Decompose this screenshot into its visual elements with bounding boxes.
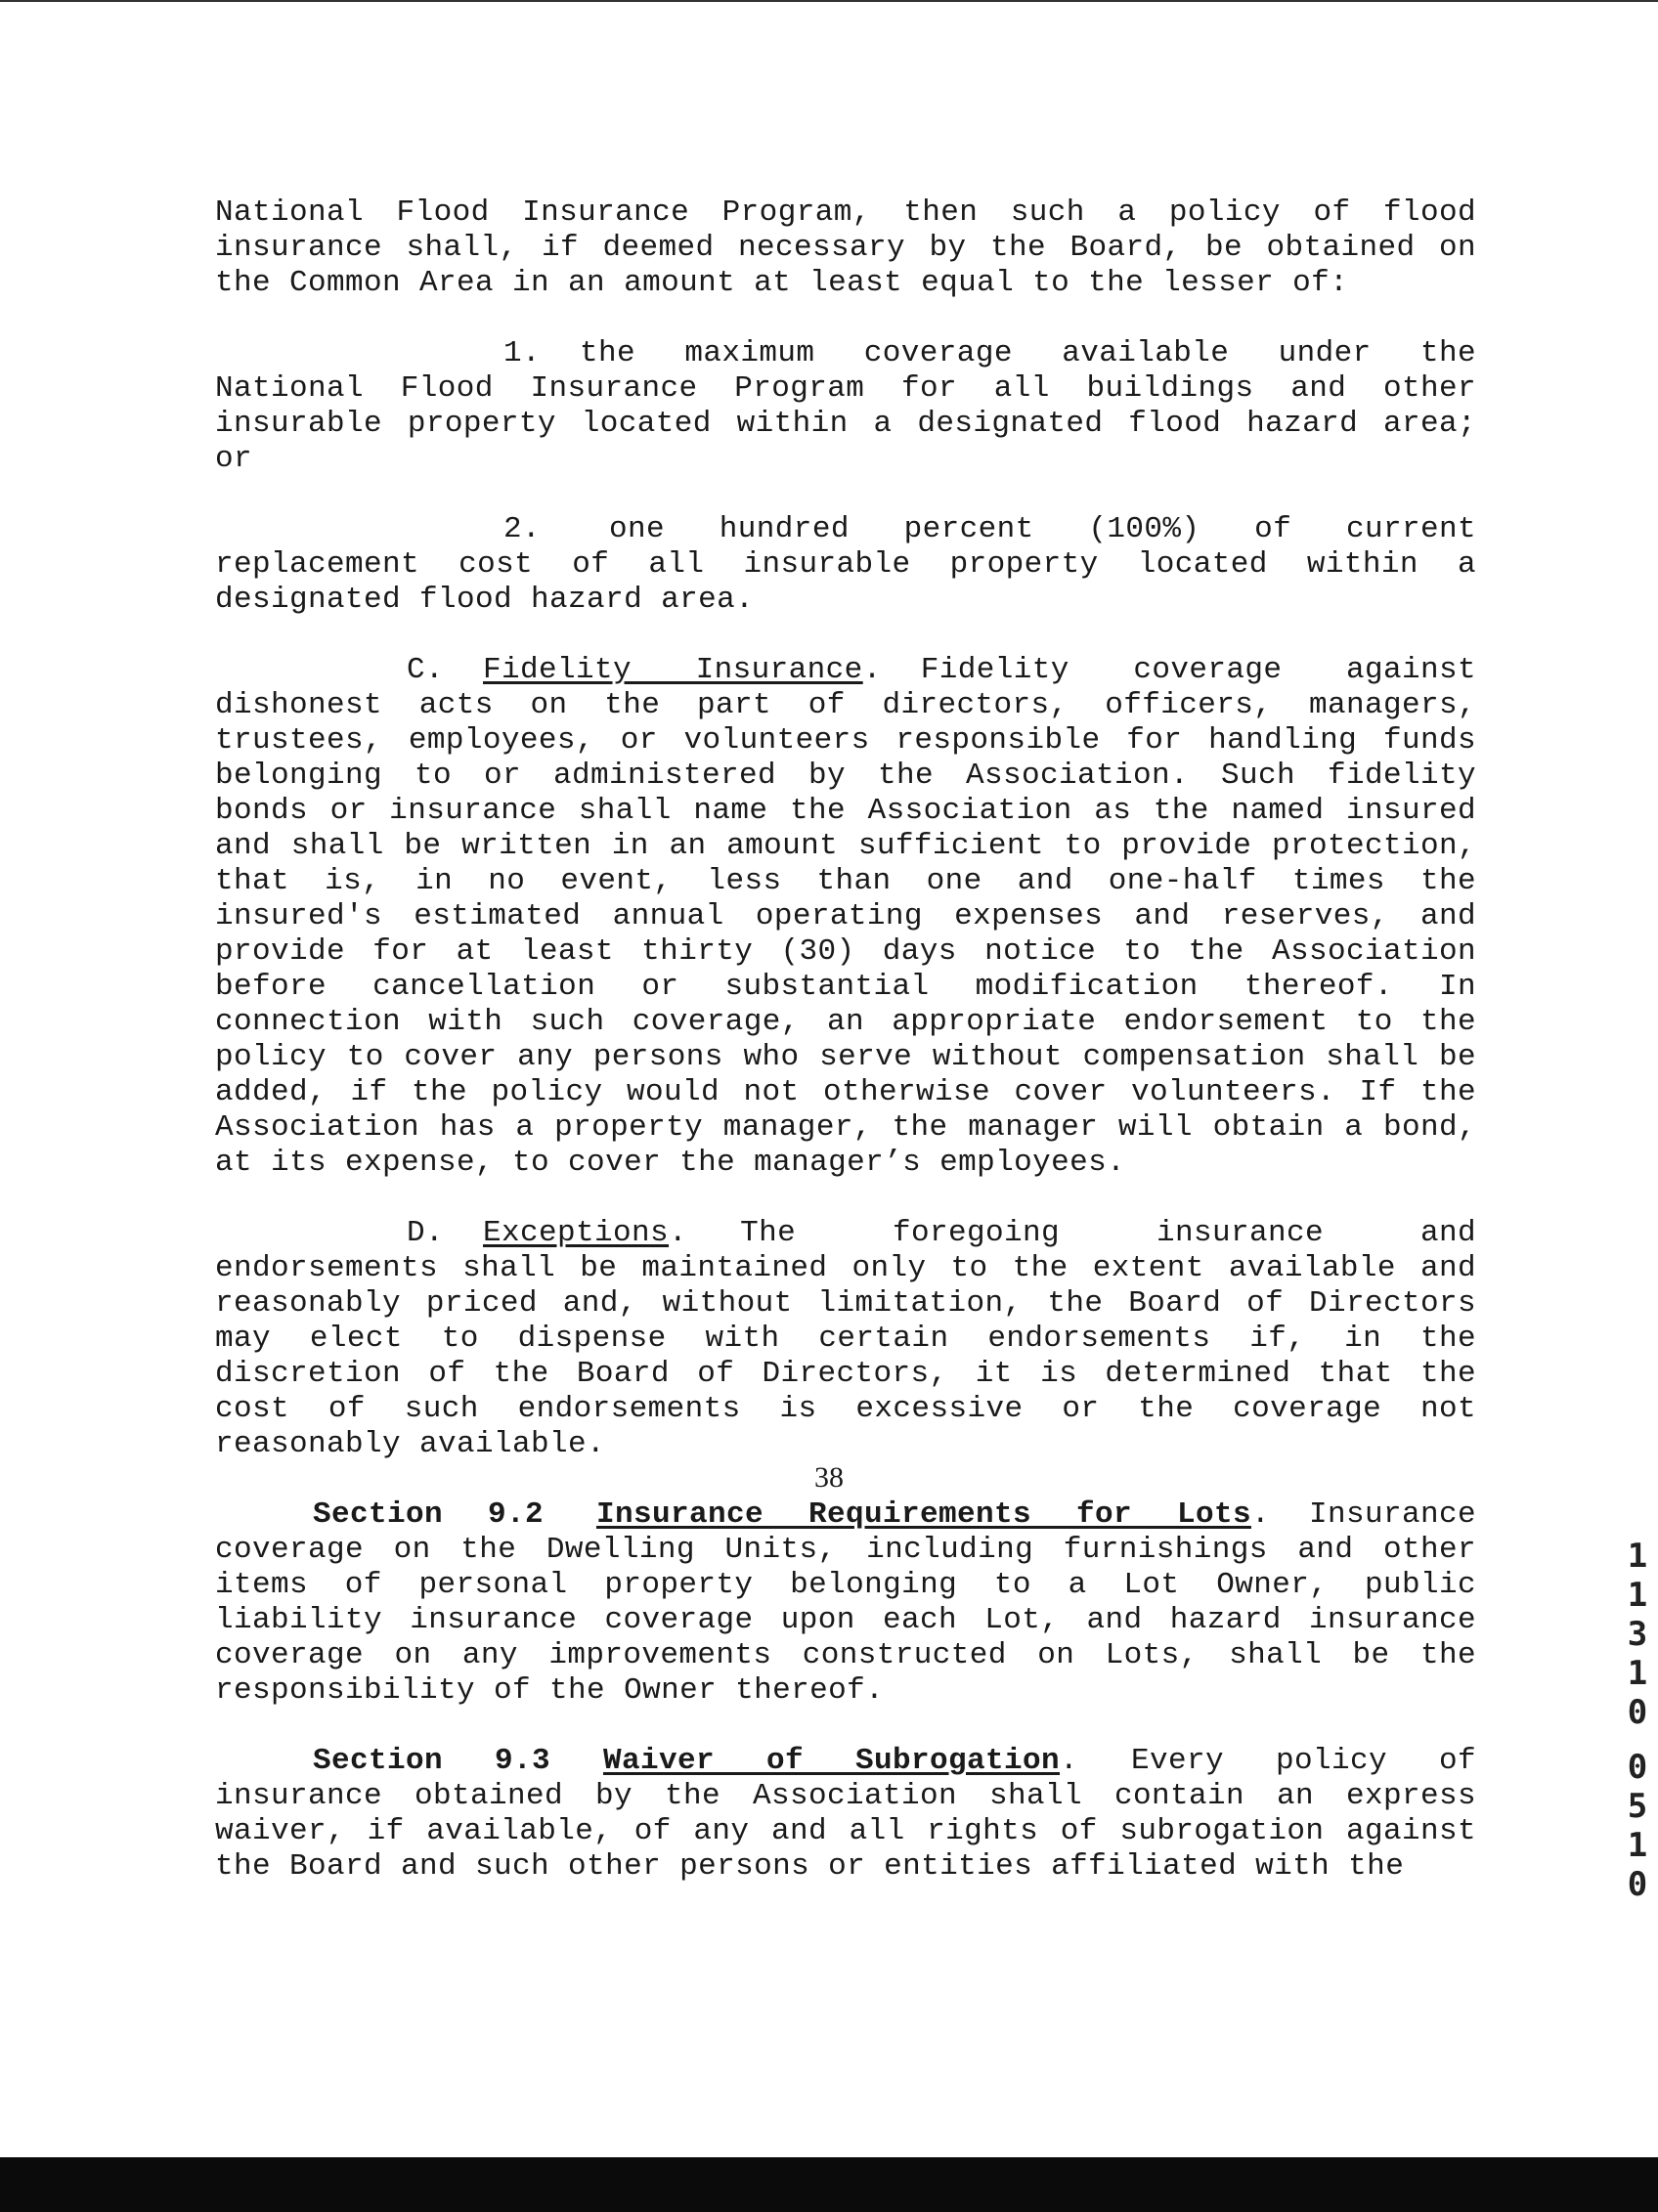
stamp-digit: 1 bbox=[1627, 1654, 1648, 1693]
list-item-1-number: 1. bbox=[503, 336, 542, 370]
stamp-digit: 3 bbox=[1627, 1615, 1648, 1654]
list-item-1-text: the maximum coverage available under the National Flood Insurance Program for all buildings and other insurable property located within a designated flood hazard area; or bbox=[215, 336, 1476, 476]
stamp-digit: 0 bbox=[1627, 1693, 1648, 1732]
section-9-2-text: Insurance coverage on the Dwelling Units, including furnishings and other items of personal property belonging to a Lot Owner, public liability insurance coverage upon each Lot, and hazard insurance coverage on any improvements constructed on Lots, shall be the responsibility of the Owner thereof. bbox=[215, 1497, 1476, 1708]
subsection-c-text: Fidelity coverage against dishonest acts on the part of directors, officers, managers, trustees, employees, or volunteers responsible for handling funds belonging to or administered by the Association. Such fidelity bonds or insurance shall name the Association as the named insured and shall be written in an amount sufficient to provide protection, that is, in no event, less than one and one-half times the insured's estimated annual operating expenses and reserves, and provide for at least thirty (30) days notice to the Association before cancellation or substantial modification thereof. In connection with such coverage, an appropriate endorsement to the policy to cover any persons who serve without compensation shall be added, if the policy would not otherwise cover volunteers. If the Association has a property manager, the manager will obtain a bond, at its expense, to cover the manager’s employees. bbox=[215, 653, 1476, 1180]
section-9-3-text: Every policy of insurance obtained by the Association shall contain an express waiver, if available, of any and all rights of subrogation against the Board and such other persons or entities affiliated with the bbox=[215, 1744, 1476, 1884]
subsection-c-letter: C. bbox=[407, 653, 445, 687]
stamp-digit: 1 bbox=[1627, 1576, 1648, 1615]
document-body bbox=[215, 195, 1476, 1885]
side-stamp bbox=[1623, 1537, 1652, 1904]
paragraph-intro-text: National Flood Insurance Program, then such a policy of flood insurance shall, if deemed necessary by the Board, be obtained on the Common Area in an amount at least equal to the lesser of: bbox=[215, 195, 1476, 300]
stamp-digit: 0 bbox=[1627, 1865, 1648, 1904]
section-9-3-label: Section 9.3 bbox=[313, 1744, 550, 1778]
stamp-digit: 0 bbox=[1627, 1748, 1648, 1787]
list-item-2-number: 2. bbox=[503, 512, 542, 546]
section-9-2-label: Section 9.2 bbox=[313, 1497, 544, 1532]
stamp-digit: 5 bbox=[1627, 1787, 1648, 1826]
page-number: 38 bbox=[814, 1461, 844, 1494]
list-item-2-text: one hundred percent (100%) of current replacement cost of all insurable property located within a designated flood hazard area. bbox=[215, 512, 1476, 617]
paragraph-intro bbox=[215, 195, 1476, 301]
scan-bottom-edge bbox=[0, 2157, 1658, 2212]
section-9-2-heading: Insurance Requirements for Lots bbox=[596, 1497, 1251, 1532]
list-item-1 bbox=[215, 336, 1476, 477]
section-9-3-heading: Waiver of Subrogation bbox=[603, 1744, 1060, 1778]
subsection-d-letter: D. bbox=[407, 1216, 445, 1250]
stamp-digit: 1 bbox=[1627, 1826, 1648, 1865]
stamp-digit: 1 bbox=[1627, 1537, 1648, 1576]
section-9-2: Section 9.2 Insurance Requirements for Lots. Insurance coverage on the Dwelling Units, including furnishings and other items of personal property belonging to a Lot Owner, public liability insurance coverage upon each Lot, and hazard insurance coverage on any improvements constructed on Lots, shall be the responsibility of the Owner thereof. bbox=[215, 1497, 1476, 1708]
subsection-c-heading: Fidelity Insurance bbox=[483, 653, 863, 687]
scan-top-edge bbox=[0, 0, 1658, 2]
subsection-c: C. Fidelity Insurance. Fidelity coverage against dishonest acts on the part of directors, officers, managers, trustees, employees, or volunteers responsible for handling funds belonging to or administered by the Association. Such fidelity bonds or insurance shall name the Association as the named insured and shall be written in an amount sufficient to provide protection, that is, in no event, less than one and one-half times the insured's estimated annual operating expenses and reserves, and provide for at least thirty (30) days notice to the Association before cancellation or substantial modification thereof. In connection with such coverage, an appropriate endorsement to the policy to cover any persons who serve without compensation shall be added, if the policy would not otherwise cover volunteers. If the Association has a property manager, the manager will obtain a bond, at its expense, to cover the manager’s employees. bbox=[215, 653, 1476, 1180]
section-9-3: Section 9.3 Waiver of Subrogation. Every policy of insurance obtained by the Association shall contain an express waiver, if available, of any and all rights of subrogation against the Board and such other persons or entities affiliated with the bbox=[215, 1744, 1476, 1884]
subsection-d-heading: Exceptions bbox=[483, 1216, 670, 1250]
subsection-d: D. Exceptions. The foregoing insurance and endorsements shall be maintained only to the extent available and reasonably priced and, without limitation, the Board of Directors may elect to dispense with certain endorsements if, in the discretion of the Board of Directors, it is determined that the cost of such endorsements is excessive or the coverage not reasonably available. bbox=[215, 1216, 1476, 1461]
list-item-2 bbox=[215, 512, 1476, 618]
subsection-d-text: The foregoing insurance and endorsements shall be maintained only to the extent available and reasonably priced and, without limitation, the Board of Directors may elect to dispense with certain endorsements if, in the discretion of the Board of Directors, it is determined that the cost of such endorsements is excessive or the coverage not reasonably available. bbox=[215, 1216, 1476, 1461]
